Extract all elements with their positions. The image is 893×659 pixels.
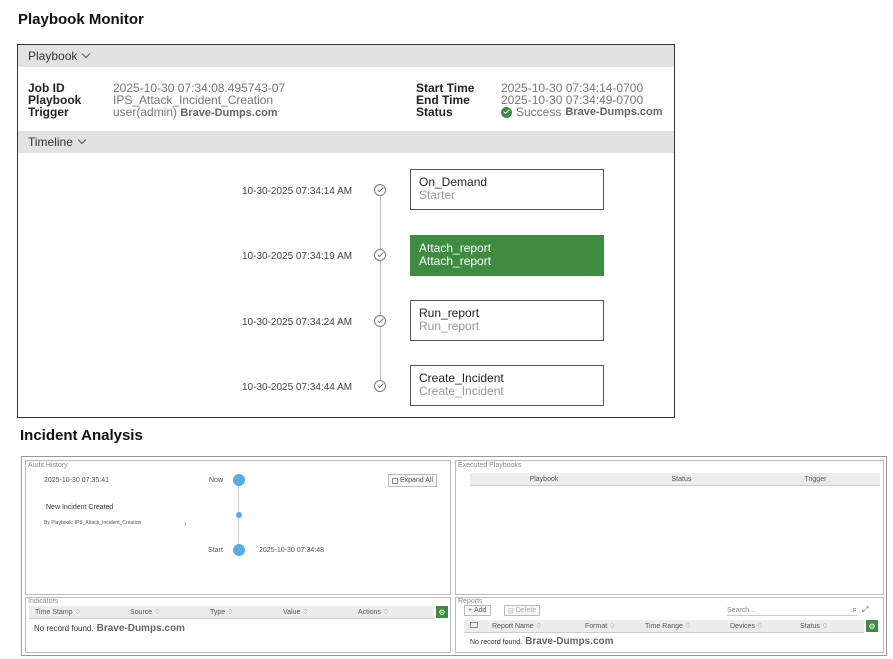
column-header[interactable]: Report Name ♢ bbox=[492, 623, 542, 630]
now-dot bbox=[233, 474, 245, 486]
reports-empty-row bbox=[470, 636, 614, 647]
playbook-monitor-panel bbox=[17, 44, 675, 418]
audit-history-title: Audit History bbox=[28, 462, 68, 469]
chevron-right-icon: › bbox=[184, 521, 187, 528]
audit-history-box bbox=[25, 460, 451, 595]
job-info-labels bbox=[28, 82, 81, 118]
column-header[interactable]: Format ♢ bbox=[585, 623, 616, 630]
executed-playbooks-box bbox=[455, 460, 884, 595]
plus-icon: + bbox=[468, 607, 473, 614]
indicators-empty-row bbox=[34, 623, 185, 634]
timeline-section-label: Timeline bbox=[28, 135, 73, 149]
start-dot bbox=[233, 544, 245, 556]
node-subtitle: Starter bbox=[419, 188, 456, 202]
expand-icon[interactable]: ⤢ bbox=[862, 605, 869, 614]
checkbox-icon[interactable] bbox=[464, 622, 486, 630]
status-label: Status bbox=[416, 105, 453, 119]
gear-icon[interactable]: ⚙ bbox=[866, 620, 878, 632]
start-date: 2025-10-30 07:34:48 bbox=[259, 547, 324, 554]
timeline-node-create-incident[interactable] bbox=[410, 365, 604, 406]
timeline-time: 10-30-2025 07:34:14 AM bbox=[242, 186, 353, 197]
check-circle-icon bbox=[374, 315, 386, 327]
watermark-text: Brave-Dumps.com bbox=[96, 623, 185, 634]
trigger-label: Trigger bbox=[28, 105, 69, 119]
column-header[interactable]: Devices ♢ bbox=[730, 623, 764, 630]
start-label: Start bbox=[208, 547, 223, 554]
status-value: Success bbox=[516, 105, 562, 119]
trigger-value: user(admin) bbox=[113, 105, 178, 119]
status-row bbox=[501, 106, 663, 118]
watermark-text: Brave-Dumps.com bbox=[565, 106, 663, 118]
timeline-node-attach-report[interactable] bbox=[410, 235, 604, 276]
playbook-section-label: Playbook bbox=[28, 49, 78, 63]
gear-icon[interactable]: ⚙ bbox=[436, 606, 448, 618]
playbook-monitor-title: Playbook Monitor bbox=[18, 11, 144, 28]
timeline-time: 10-30-2025 07:34:19 AM bbox=[242, 251, 353, 262]
indicators-box bbox=[25, 597, 451, 653]
expand-all-label: Expand All bbox=[400, 477, 434, 484]
end-time-value: 2025-10-30 07:34:49-0700 bbox=[501, 93, 644, 107]
job-id-value: 2025-10-30 07:34:08.495743-07 bbox=[113, 81, 286, 95]
event-title[interactable]: New Incident Created bbox=[46, 504, 114, 511]
node-title: Create_Incident bbox=[419, 371, 504, 385]
event-dot bbox=[236, 512, 242, 518]
column-header[interactable]: Time Range ♢ bbox=[645, 623, 692, 630]
search-placeholder: Search... bbox=[727, 606, 756, 614]
reports-title: Reports bbox=[458, 598, 483, 605]
watermark-text: Brave-Dumps.com bbox=[525, 636, 614, 647]
reports-box bbox=[455, 597, 884, 653]
watermark-text: Brave-Dumps.com bbox=[180, 107, 278, 119]
node-title: Run_report bbox=[419, 306, 480, 320]
expand-all-button[interactable] bbox=[388, 474, 437, 487]
empty-message: No record found. bbox=[470, 639, 523, 646]
node-title: On_Demand bbox=[419, 175, 488, 189]
audit-date: 2025-10-30 07:35:41 bbox=[44, 477, 109, 484]
search-field[interactable] bbox=[727, 605, 857, 616]
delete-label: Delete bbox=[515, 607, 537, 614]
now-label: Now bbox=[209, 477, 224, 484]
reports-header bbox=[464, 620, 864, 633]
column-header[interactable]: Trigger bbox=[804, 475, 827, 483]
column-header[interactable]: Type ♢ bbox=[210, 609, 234, 616]
playbook-section-header[interactable] bbox=[18, 45, 674, 67]
success-check-icon bbox=[501, 107, 512, 118]
start-time-value: 2025-10-30 07:34:14-0700 bbox=[501, 81, 644, 95]
event-subtitle: By Playbook: IPS_Attack_Incident_Creation bbox=[44, 520, 142, 526]
check-circle-icon bbox=[374, 184, 386, 196]
playbook-value: IPS_Attack_Incident_Creation bbox=[113, 93, 274, 107]
incident-analysis-title: Incident Analysis bbox=[20, 427, 143, 444]
timeline-section-header[interactable] bbox=[18, 131, 674, 153]
executed-playbooks-header bbox=[470, 473, 880, 486]
search-icon: ⌕ bbox=[852, 605, 857, 614]
chevron-down-icon bbox=[78, 136, 86, 144]
incident-analysis-panel bbox=[21, 456, 887, 656]
column-header[interactable]: Status bbox=[671, 475, 692, 483]
node-subtitle: Attach_report bbox=[419, 254, 492, 268]
column-header[interactable]: Status ♢ bbox=[800, 623, 829, 630]
timeline-line bbox=[380, 192, 381, 388]
trigger-row bbox=[113, 106, 285, 119]
node-subtitle: Run_report bbox=[419, 319, 480, 333]
executed-playbooks-title: Executed Playbooks bbox=[458, 462, 522, 469]
timeline-time: 10-30-2025 07:34:44 AM bbox=[242, 382, 353, 393]
job-id-label: Job ID bbox=[28, 81, 65, 95]
add-label: Add bbox=[474, 607, 487, 614]
start-time-label: Start Time bbox=[416, 81, 475, 95]
indicators-title: Indicators bbox=[28, 598, 59, 605]
empty-message: No record found. bbox=[34, 624, 94, 633]
check-circle-icon bbox=[374, 249, 386, 261]
job-info-values bbox=[113, 82, 285, 119]
trash-icon: ⊟ bbox=[508, 607, 514, 615]
node-title: Attach_report bbox=[419, 241, 492, 255]
timeline-node-on-demand[interactable] bbox=[410, 169, 604, 210]
delete-button[interactable] bbox=[504, 605, 540, 616]
column-header[interactable]: Value ♢ bbox=[283, 609, 309, 616]
timeline-node-run-report[interactable] bbox=[410, 300, 604, 341]
end-time-label: End Time bbox=[416, 93, 470, 107]
chevron-down-icon bbox=[82, 50, 90, 58]
add-button[interactable] bbox=[464, 605, 491, 616]
column-header[interactable]: Playbook bbox=[529, 475, 559, 483]
node-subtitle: Create_Incident bbox=[419, 384, 504, 398]
time-info-labels bbox=[416, 82, 474, 118]
calendar-icon bbox=[392, 478, 398, 484]
column-header[interactable]: Time Stamp ♢ bbox=[35, 609, 81, 616]
column-header[interactable]: Source ♢ bbox=[130, 609, 161, 616]
check-circle-icon bbox=[374, 380, 386, 392]
time-info-values bbox=[501, 82, 663, 118]
indicators-header bbox=[29, 606, 434, 619]
playbook-label: Playbook bbox=[28, 93, 82, 107]
timeline-time: 10-30-2025 07:34:24 AM bbox=[242, 317, 353, 328]
column-header[interactable]: Actions ♢ bbox=[358, 609, 390, 616]
